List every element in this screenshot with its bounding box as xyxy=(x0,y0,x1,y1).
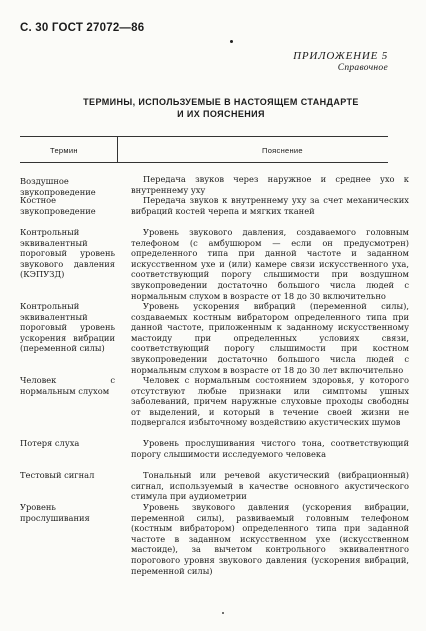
desc-cell: Уровень прослушивания чистого тона, соответствующий порогу слышимости исследуемого человека xyxy=(131,438,409,459)
term-cell: Человек с нормальным слухом xyxy=(20,375,115,396)
section-title xyxy=(40,96,402,120)
term-cell: Контрольный эквивалентный пороговый уровень звукового давления (КЭПУЗД) xyxy=(20,227,115,280)
table-top-rule xyxy=(20,136,388,137)
reference-label: Справочное xyxy=(337,63,388,73)
title-line-2: И ИХ ПОЯСНЕНИЯ xyxy=(177,109,265,119)
appendix-label: ПРИЛОЖЕНИЕ 5 xyxy=(293,50,388,62)
column-header-desc: Пояснение xyxy=(262,146,303,155)
term-cell: Уровень прослушивания xyxy=(20,502,90,523)
term-cell: Потеря слуха xyxy=(20,438,80,448)
desc-cell: Передача звуков через наружное и среднее ухо к внутреннему уху xyxy=(131,174,409,195)
desc-cell: Передача звуков к внутреннему уху за счет механических вибраций костей черепа и мягких тканей xyxy=(131,195,409,216)
term-cell: Контрольный эквивалентный пороговый уровень ускорения вибрации (переменной силы) xyxy=(20,301,115,354)
appendix-block xyxy=(293,50,388,73)
desc-cell: Уровень звукового давления (ускорения вибрации, переменной силы), развиваемый головным телефоном (костным вибратором) определенного типа при заданной частоте в заданном искусственном ухе (искусственном мастоиде), за вычетом контрольного эквивалентного порогового уровня звукового давления (ускорения вибраций, переменной силы) xyxy=(131,502,409,576)
term-cell: Воздушное звукопроведение xyxy=(20,176,96,197)
page-header: С. 30 ГОСТ 27072—86 xyxy=(20,22,145,34)
term-cell: Костное звукопроведение xyxy=(20,195,96,216)
desc-cell: Человек с нормальным состоянием здоровья, у которого отсутствуют любые признаки или симптомы ушных заболеваний, причем наружные слуховые проходы свободны от выделений, и который в течение своей жизни не подвергался избыточному воздействию акустических шумов xyxy=(131,375,409,428)
term-cell: Тестовый сигнал xyxy=(20,470,95,480)
print-speck-bottom xyxy=(222,612,224,614)
table-header-rule xyxy=(20,162,388,163)
desc-cell: Уровень ускорения вибраций (переменной силы), создаваемых костным вибратором определенного типа при данной частоте, приложенным к заданному искусственному мастоиду при определенных условиях связи, соответствующий порогу слышимости при костном звукопроведении достаточно большого числа людей с нормальным слухом в возрасте от 18 до 30 лет включительно xyxy=(131,301,409,375)
desc-cell: Уровень звукового давления, создаваемого головным телефоном (с амбушюром — если он предусмотрен) определенного типа при данной частоте и заданном искусственном ухе и (или) камере связи искусственного уха, соответствующий порогу слышимости при воздушном звукопроведении достаточно большого числа людей с нормальным слухом в возрасте от 18 до 30 включительно xyxy=(131,227,409,301)
print-speck xyxy=(230,40,233,43)
column-divider xyxy=(117,136,118,162)
column-header-term: Термин xyxy=(50,146,78,155)
desc-cell: Тональный или речевой акустический (вибрационный) сигнал, используемый в качестве основного акустического стимула при аудиометрии xyxy=(131,470,409,502)
title-line-1: ТЕРМИНЫ, ИСПОЛЬЗУЕМЫЕ В НАСТОЯЩЕМ СТАНДАРТЕ xyxy=(83,97,359,107)
